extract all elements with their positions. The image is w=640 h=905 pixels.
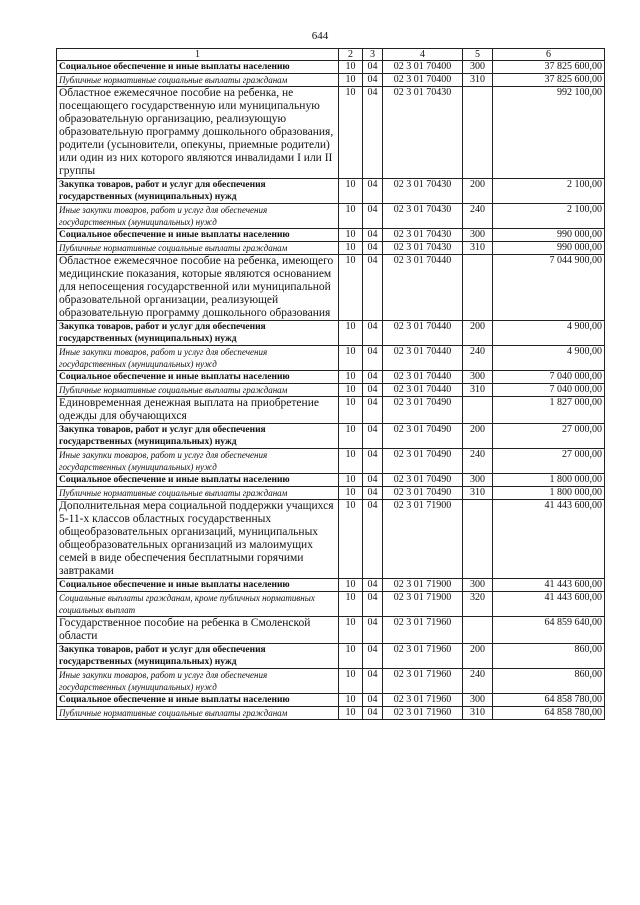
table-row bbox=[57, 449, 605, 474]
row-name-cell: Закупка товаров, работ и услуг для обеспечения государственных (муниципальных) нужд bbox=[57, 179, 339, 204]
row-name-cell: Единовременная денежная выплата на приобретение одежды для обучающихся bbox=[57, 397, 339, 424]
row-name-cell: Социальное обеспечение и иные выплаты населению bbox=[57, 694, 339, 707]
subsection-code-cell: 04 bbox=[363, 449, 383, 474]
subsection-code-cell: 04 bbox=[363, 321, 383, 346]
table-row bbox=[57, 644, 605, 669]
section-code-cell: 10 bbox=[339, 229, 363, 242]
expense-type-cell bbox=[463, 397, 493, 424]
section-code-cell: 10 bbox=[339, 242, 363, 255]
amount-cell: 860,00 bbox=[493, 669, 605, 694]
amount-cell: 37 825 600,00 bbox=[493, 61, 605, 74]
amount-cell: 1 827 000,00 bbox=[493, 397, 605, 424]
section-code-cell: 10 bbox=[339, 487, 363, 500]
target-article-cell: 02 3 01 70490 bbox=[383, 487, 463, 500]
amount-cell: 27 000,00 bbox=[493, 424, 605, 449]
section-code-cell: 10 bbox=[339, 74, 363, 87]
table-row bbox=[57, 242, 605, 255]
expense-type-cell: 240 bbox=[463, 346, 493, 371]
target-article-cell: 02 3 01 71900 bbox=[383, 592, 463, 617]
row-name-cell: Социальное обеспечение и иные выплаты населению bbox=[57, 371, 339, 384]
table-row bbox=[57, 74, 605, 87]
subsection-code-cell: 04 bbox=[363, 424, 383, 449]
section-code-cell: 10 bbox=[339, 644, 363, 669]
table-header-row bbox=[57, 49, 605, 61]
expense-type-cell: 300 bbox=[463, 474, 493, 487]
subsection-code-cell: 04 bbox=[363, 242, 383, 255]
row-name-cell: Областное ежемесячное пособие на ребенка, имеющего медицинские показания, которые являются основанием для непосещения государственной или муниципальной образовательной организации, реализующей образовательную программу дошкольного образования bbox=[57, 255, 339, 321]
expense-type-cell: 320 bbox=[463, 592, 493, 617]
amount-cell: 41 443 600,00 bbox=[493, 592, 605, 617]
amount-cell: 64 859 640,00 bbox=[493, 617, 605, 644]
section-code-cell: 10 bbox=[339, 61, 363, 74]
expense-type-cell: 310 bbox=[463, 487, 493, 500]
subsection-code-cell: 04 bbox=[363, 229, 383, 242]
amount-cell: 2 100,00 bbox=[493, 204, 605, 229]
column-header: 1 bbox=[57, 49, 339, 61]
table-row bbox=[57, 179, 605, 204]
column-header: 2 bbox=[339, 49, 363, 61]
section-code-cell: 10 bbox=[339, 617, 363, 644]
table-row bbox=[57, 424, 605, 449]
section-code-cell: 10 bbox=[339, 449, 363, 474]
expense-type-cell: 300 bbox=[463, 371, 493, 384]
expense-type-cell: 300 bbox=[463, 229, 493, 242]
subsection-code-cell: 04 bbox=[363, 61, 383, 74]
row-name-cell: Иные закупки товаров, работ и услуг для обеспечения государственных (муниципальных) нужд bbox=[57, 204, 339, 229]
table-row bbox=[57, 474, 605, 487]
table-row bbox=[57, 694, 605, 707]
expense-type-cell: 240 bbox=[463, 204, 493, 229]
table-row bbox=[57, 384, 605, 397]
target-article-cell: 02 3 01 71960 bbox=[383, 694, 463, 707]
column-header: 5 bbox=[463, 49, 493, 61]
row-name-cell: Публичные нормативные социальные выплаты гражданам bbox=[57, 707, 339, 720]
page-number: 644 bbox=[311, 30, 329, 42]
expense-type-cell: 200 bbox=[463, 179, 493, 204]
subsection-code-cell: 04 bbox=[363, 707, 383, 720]
subsection-code-cell: 04 bbox=[363, 592, 383, 617]
amount-cell: 1 800 000,00 bbox=[493, 474, 605, 487]
subsection-code-cell: 04 bbox=[363, 346, 383, 371]
subsection-code-cell: 04 bbox=[363, 87, 383, 179]
target-article-cell: 02 3 01 71960 bbox=[383, 644, 463, 669]
subsection-code-cell: 04 bbox=[363, 617, 383, 644]
target-article-cell: 02 3 01 70440 bbox=[383, 255, 463, 321]
amount-cell: 990 000,00 bbox=[493, 229, 605, 242]
table-row bbox=[57, 592, 605, 617]
subsection-code-cell: 04 bbox=[363, 74, 383, 87]
row-name-cell: Иные закупки товаров, работ и услуг для обеспечения государственных (муниципальных) нужд bbox=[57, 346, 339, 371]
row-name-cell: Иные закупки товаров, работ и услуг для обеспечения государственных (муниципальных) нужд bbox=[57, 449, 339, 474]
expense-type-cell: 200 bbox=[463, 424, 493, 449]
target-article-cell: 02 3 01 70490 bbox=[383, 449, 463, 474]
amount-cell: 37 825 600,00 bbox=[493, 74, 605, 87]
amount-cell: 4 900,00 bbox=[493, 346, 605, 371]
subsection-code-cell: 04 bbox=[363, 474, 383, 487]
row-name-cell: Закупка товаров, работ и услуг для обеспечения государственных (муниципальных) нужд bbox=[57, 644, 339, 669]
section-code-cell: 10 bbox=[339, 694, 363, 707]
table-row bbox=[57, 61, 605, 74]
row-name-cell: Закупка товаров, работ и услуг для обеспечения государственных (муниципальных) нужд bbox=[57, 424, 339, 449]
section-code-cell: 10 bbox=[339, 424, 363, 449]
target-article-cell: 02 3 01 70490 bbox=[383, 474, 463, 487]
row-name-cell: Публичные нормативные социальные выплаты гражданам bbox=[57, 384, 339, 397]
target-article-cell: 02 3 01 71960 bbox=[383, 617, 463, 644]
table-row bbox=[57, 371, 605, 384]
row-name-cell: Социальные выплаты гражданам, кроме публичных нормативных социальных выплат bbox=[57, 592, 339, 617]
amount-cell: 7 044 900,00 bbox=[493, 255, 605, 321]
row-name-cell: Социальное обеспечение и иные выплаты населению bbox=[57, 229, 339, 242]
section-code-cell: 10 bbox=[339, 579, 363, 592]
amount-cell: 41 443 600,00 bbox=[493, 579, 605, 592]
row-name-cell: Государственное пособие на ребенка в Смоленской области bbox=[57, 617, 339, 644]
section-code-cell: 10 bbox=[339, 500, 363, 579]
row-name-cell: Публичные нормативные социальные выплаты гражданам bbox=[57, 74, 339, 87]
subsection-code-cell: 04 bbox=[363, 204, 383, 229]
expense-type-cell: 240 bbox=[463, 449, 493, 474]
table-row bbox=[57, 321, 605, 346]
amount-cell: 4 900,00 bbox=[493, 321, 605, 346]
target-article-cell: 02 3 01 70440 bbox=[383, 384, 463, 397]
amount-cell: 860,00 bbox=[493, 644, 605, 669]
row-name-cell: Социальное обеспечение и иные выплаты населению bbox=[57, 474, 339, 487]
expense-type-cell: 310 bbox=[463, 384, 493, 397]
section-code-cell: 10 bbox=[339, 397, 363, 424]
section-code-cell: 10 bbox=[339, 255, 363, 321]
row-name-cell: Социальное обеспечение и иные выплаты населению bbox=[57, 61, 339, 74]
subsection-code-cell: 04 bbox=[363, 500, 383, 579]
amount-cell: 7 040 000,00 bbox=[493, 371, 605, 384]
subsection-code-cell: 04 bbox=[363, 487, 383, 500]
target-article-cell: 02 3 01 71900 bbox=[383, 500, 463, 579]
column-header: 3 bbox=[363, 49, 383, 61]
table-row bbox=[57, 229, 605, 242]
expense-type-cell: 310 bbox=[463, 707, 493, 720]
section-code-cell: 10 bbox=[339, 87, 363, 179]
row-name-cell: Публичные нормативные социальные выплаты гражданам bbox=[57, 242, 339, 255]
expense-type-cell: 310 bbox=[463, 242, 493, 255]
section-code-cell: 10 bbox=[339, 669, 363, 694]
target-article-cell: 02 3 01 70430 bbox=[383, 87, 463, 179]
table-row bbox=[57, 500, 605, 579]
expense-type-cell: 300 bbox=[463, 579, 493, 592]
row-name-cell: Закупка товаров, работ и услуг для обеспечения государственных (муниципальных) нужд bbox=[57, 321, 339, 346]
expense-type-cell: 300 bbox=[463, 61, 493, 74]
section-code-cell: 10 bbox=[339, 179, 363, 204]
section-code-cell: 10 bbox=[339, 592, 363, 617]
row-name-cell: Областное ежемесячное пособие на ребенка, не посещающего государственную или муниципальную образовательную организацию, реализующую образовательную программу дошкольного образования, родители (усыновители, опекуны, приемные родители) или один из них которого являются инвалидами I или II группы bbox=[57, 87, 339, 179]
section-code-cell: 10 bbox=[339, 371, 363, 384]
column-header: 6 bbox=[493, 49, 605, 61]
expense-type-cell bbox=[463, 617, 493, 644]
table-row bbox=[57, 397, 605, 424]
target-article-cell: 02 3 01 70490 bbox=[383, 397, 463, 424]
row-name-cell: Дополнительная мера социальной поддержки учащихся 5-11-х классов областных государственных общеобразовательных организаций, муниципальных общеобразовательных организаций из малоимущих семей в виде обеспечения бесплатными горячими завтраками bbox=[57, 500, 339, 579]
subsection-code-cell: 04 bbox=[363, 694, 383, 707]
target-article-cell: 02 3 01 70430 bbox=[383, 179, 463, 204]
expense-type-cell bbox=[463, 255, 493, 321]
table-row bbox=[57, 346, 605, 371]
amount-cell: 2 100,00 bbox=[493, 179, 605, 204]
budget-table bbox=[56, 48, 605, 720]
table-row bbox=[57, 579, 605, 592]
section-code-cell: 10 bbox=[339, 384, 363, 397]
target-article-cell: 02 3 01 71900 bbox=[383, 579, 463, 592]
row-name-cell: Социальное обеспечение и иные выплаты населению bbox=[57, 579, 339, 592]
target-article-cell: 02 3 01 70440 bbox=[383, 346, 463, 371]
row-name-cell: Иные закупки товаров, работ и услуг для обеспечения государственных (муниципальных) нужд bbox=[57, 669, 339, 694]
table-row bbox=[57, 487, 605, 500]
section-code-cell: 10 bbox=[339, 346, 363, 371]
table-row bbox=[57, 707, 605, 720]
row-name-cell: Публичные нормативные социальные выплаты гражданам bbox=[57, 487, 339, 500]
column-header: 4 bbox=[383, 49, 463, 61]
subsection-code-cell: 04 bbox=[363, 669, 383, 694]
amount-cell: 992 100,00 bbox=[493, 87, 605, 179]
expense-type-cell bbox=[463, 87, 493, 179]
target-article-cell: 02 3 01 71960 bbox=[383, 669, 463, 694]
table-row bbox=[57, 87, 605, 179]
expense-type-cell: 200 bbox=[463, 321, 493, 346]
expense-type-cell: 240 bbox=[463, 669, 493, 694]
target-article-cell: 02 3 01 70430 bbox=[383, 229, 463, 242]
amount-cell: 7 040 000,00 bbox=[493, 384, 605, 397]
target-article-cell: 02 3 01 70400 bbox=[383, 61, 463, 74]
amount-cell: 64 858 780,00 bbox=[493, 707, 605, 720]
expense-type-cell: 200 bbox=[463, 644, 493, 669]
amount-cell: 27 000,00 bbox=[493, 449, 605, 474]
target-article-cell: 02 3 01 70440 bbox=[383, 321, 463, 346]
subsection-code-cell: 04 bbox=[363, 255, 383, 321]
target-article-cell: 02 3 01 70440 bbox=[383, 371, 463, 384]
target-article-cell: 02 3 01 70490 bbox=[383, 424, 463, 449]
target-article-cell: 02 3 01 70400 bbox=[383, 74, 463, 87]
subsection-code-cell: 04 bbox=[363, 371, 383, 384]
amount-cell: 41 443 600,00 bbox=[493, 500, 605, 579]
subsection-code-cell: 04 bbox=[363, 644, 383, 669]
table-row bbox=[57, 617, 605, 644]
section-code-cell: 10 bbox=[339, 204, 363, 229]
target-article-cell: 02 3 01 70430 bbox=[383, 242, 463, 255]
subsection-code-cell: 04 bbox=[363, 397, 383, 424]
subsection-code-cell: 04 bbox=[363, 579, 383, 592]
target-article-cell: 02 3 01 70430 bbox=[383, 204, 463, 229]
amount-cell: 1 800 000,00 bbox=[493, 487, 605, 500]
table-row bbox=[57, 255, 605, 321]
expense-type-cell: 310 bbox=[463, 74, 493, 87]
section-code-cell: 10 bbox=[339, 321, 363, 346]
section-code-cell: 10 bbox=[339, 474, 363, 487]
table-row bbox=[57, 204, 605, 229]
expense-type-cell bbox=[463, 500, 493, 579]
amount-cell: 990 000,00 bbox=[493, 242, 605, 255]
section-code-cell: 10 bbox=[339, 707, 363, 720]
expense-type-cell: 300 bbox=[463, 694, 493, 707]
subsection-code-cell: 04 bbox=[363, 384, 383, 397]
amount-cell: 64 858 780,00 bbox=[493, 694, 605, 707]
subsection-code-cell: 04 bbox=[363, 179, 383, 204]
target-article-cell: 02 3 01 71960 bbox=[383, 707, 463, 720]
table-row bbox=[57, 669, 605, 694]
